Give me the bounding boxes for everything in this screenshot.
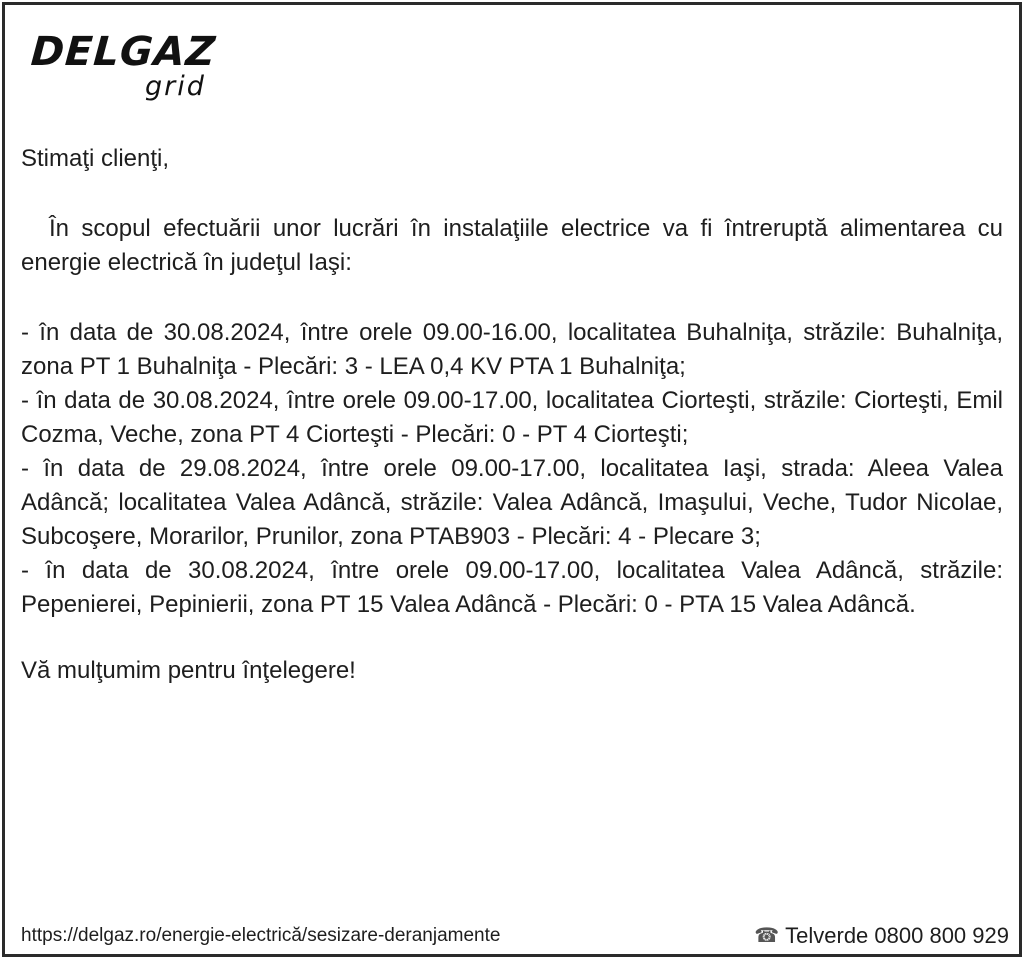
delgaz-grid-logo [31,29,231,109]
outage-item: - în data de 30.08.2024, între orele 09.00-17.00, localitatea Ciorteşti, străzile: Ciorteşti, Emil Cozma, Veche, zona PT 4 Ciorteşti - Plecări: 0 - PT 4 Ciorteşti; [21,387,1003,448]
footer-phone [754,923,1009,949]
logo-main-text: DELGAZ [29,29,218,75]
logo-sub-text: grid [145,71,206,102]
greeting: Stimaţi clienţi, [21,145,170,172]
notice-body [21,142,1003,688]
telephone-icon: ☎ [754,925,780,947]
notice-frame [2,2,1022,957]
outage-item: - în data de 29.08.2024, între orele 09.00-17.00, localitatea Iaşi, strada: Aleea Valea Adâncă; localitatea Valea Adâncă, străzile: Valea Adâncă, Imaşului, Veche, Tudor Nicolae, Subcoşere, Morarilor, Prunilor, zona PTAB903 - Plecări: 4 - Plecare 3; [21,455,1003,550]
outage-item: - în data de 30.08.2024, între orele 09.00-17.00, localitatea Valea Adâncă, străzile: Pepenierei, Pepinierii, zona PT 15 Valea Adâncă - Plecări: 0 - PTA 15 Valea Adâncă. [21,557,1003,618]
closing-line: Vă mulţumim pentru înţelegere! [21,657,356,684]
intro-paragraph: În scopul efectuării unor lucrări în instalaţiile electrice va fi întreruptă alimentarea cu energie electrică în judeţul Iaşi: [21,215,1003,276]
footer-url[interactable]: https://delgaz.ro/energie-electrică/sesizare-deranjamente [21,925,501,946]
footer [21,923,1009,953]
outage-item: - în data de 30.08.2024, între orele 09.00-16.00, localitatea Buhalniţa, străzile: Buhalniţa, zona PT 1 Buhalniţa - Plecări: 3 - LEA 0,4 KV PTA 1 Buhalniţa; [21,319,1003,380]
phone-text: Telverde 0800 800 929 [785,923,1009,948]
